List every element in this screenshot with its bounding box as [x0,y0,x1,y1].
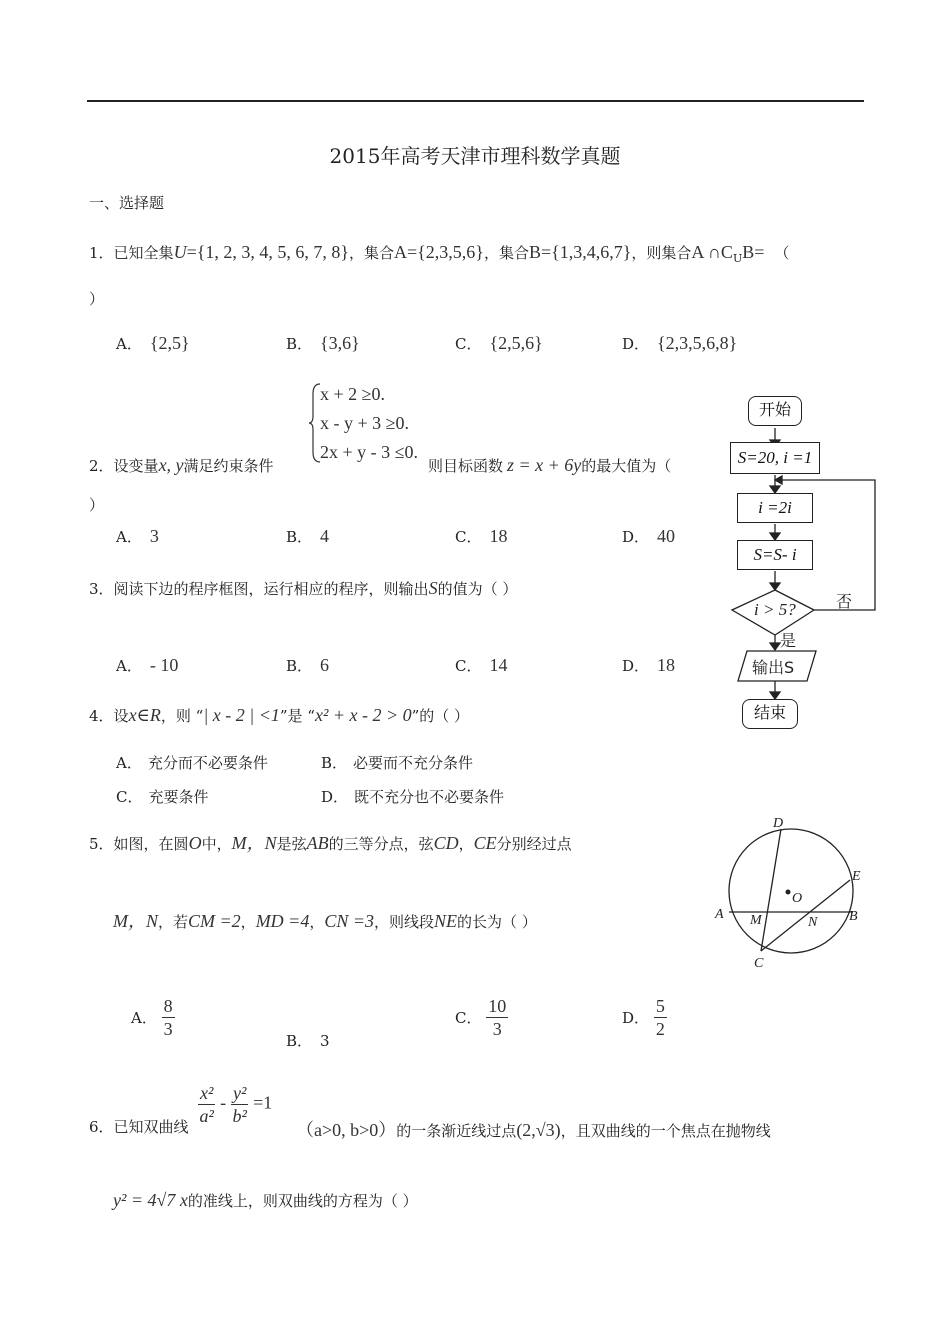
q2-vars: x, y [158,455,184,475]
flowchart-no-label: 否 [836,592,853,611]
label-m: M [750,913,762,928]
q2-paren-close: ） [89,496,105,514]
q4-option-b: B． 必要而不充分条件 [321,754,474,772]
q1-number: 1． [89,244,114,262]
q6-condition-line: （a>0, b>0）的一条渐近线过点(2,√3)，且双曲线的一个焦点在抛物线 [296,1120,771,1140]
q1-uset: ={1, 2, 3, 4, 5, 6, 7, 8} [186,242,349,262]
q2-lead-line: 2．设变量x, y满足约束条件 [89,455,274,475]
question-1 [89,242,789,265]
q5-option-a: A． $\frac{8}{3}$ [131,996,173,1039]
q4-option-d: D． 既不充分也不必要条件 [321,788,505,806]
circle-figure [712,812,872,972]
label-a: A [715,907,724,922]
section-heading: 一、选择题 [89,194,165,212]
flowchart-step1: i =2i [737,493,813,523]
q5-option-c: C． $\frac{10}{3}$ [455,996,507,1039]
circle-outline [729,829,853,953]
flowchart-step2: S=S- i [737,540,813,570]
q1-expr: A ∩C [691,242,733,262]
flowchart-output: 输出S [752,658,795,677]
q6-hyperbola-equation: $\frac{\text{x²}}{\text{a²}}$ - $\frac{\text{y²}}{\text{b²}}$ =1 [199,1083,273,1126]
q2-constraint-3: 2x + y - 3 ≤0. [320,442,419,462]
flowchart-condition: i > 5? [754,600,796,619]
q3-s: S [428,578,438,598]
q1-option-c: C． {2,5,6} [455,333,543,353]
q1-mid2: ，集合 [483,244,529,262]
question-5-line2: M，N，若CM =2，MD =4，CN =3，则线段NE的长为（ ） [113,911,537,931]
q1-option-b: B． {3,6} [286,333,360,353]
q1-lead: 已知全集 [113,244,174,262]
q1-paren-close: ） [89,290,105,308]
q1-u: U [173,242,187,262]
q4-cond1: | x - 2 | <1 [203,705,280,725]
q2-objective: z = x + 6y [507,455,582,475]
flowchart-end: 结束 [742,699,798,729]
q4-xr: x∈R [128,705,161,725]
q6-lead: 6．已知双曲线 [89,1118,189,1136]
q1-set-a: A={2,3,5,6} [394,242,484,262]
q4-cond2: x² + x - 2 > 0 [314,705,412,725]
q1-expr2: B= [742,242,765,262]
q6-parabola: y² = 4√7 x [113,1190,188,1210]
chord-cd [761,829,781,951]
question-3: 3．阅读下边的程序框图，运行相应的程序，则输出S的值为（ ） [89,578,518,598]
q3-option-b: B． 6 [286,655,330,675]
q2-option-a: A． 3 [116,526,159,546]
q6-point: (2,√3) [516,1120,561,1140]
q3-option-a: A． - 10 [116,655,179,675]
q2-objective-line: 则目标函数 z = x + 6y的最大值为（ [428,455,672,475]
q2-option-b: B． 4 [286,526,330,546]
q2-option-d: D． 40 [622,526,676,546]
center-point [786,890,791,895]
q1-sub: U [732,252,743,265]
q2-constraint-2: x - y + 3 ≥0. [320,413,410,433]
q3-option-d: D． 18 [622,655,676,675]
q5-option-d: D． $\frac{5}{2}$ [622,996,665,1039]
flowchart-start: 开始 [748,396,802,426]
q3-option-c: C． 14 [455,655,508,675]
label-b: B [849,909,858,924]
label-n: N [808,915,818,930]
flowchart-yes-label: 是 [780,631,797,650]
q1-set-b: B={1,3,4,6,7} [528,242,632,262]
q1-mid1: ，集合 [349,244,395,262]
q2-option-c: C． 18 [455,526,508,546]
q1-option-a: A． {2,5} [116,333,190,353]
q1-paren-open: （ [774,244,790,262]
label-e: E [852,869,861,884]
q6-condition: （a>0, b>0） [296,1120,397,1140]
label-o: O [792,891,803,906]
q1-option-d: D． {2,3,5,6,8} [622,333,738,353]
label-d: D [773,816,784,831]
q4-option-c: C． 充要条件 [116,788,209,806]
label-c: C [754,956,764,971]
header-rule [87,100,864,102]
flowchart-init: S=20, i =1 [730,442,820,474]
q2-constraint-1: x + 2 ≥0. [320,384,386,404]
q5-option-b: B． 3 [286,1032,330,1050]
chord-ce [761,880,850,951]
q1-mid3: ，则集合 [631,244,692,262]
page-title: 2015年高考天津市理科数学真题 [329,144,621,168]
q6-line2: y² = 4√7 x的准线上，则双曲线的方程为（ ） [113,1190,418,1210]
q4-option-a: A． 充分而不必要条件 [116,754,268,772]
question-5-line1: 5．如图，在圆O中，M，N是弦AB的三等分点，弦CD，CE分别经过点 [89,833,572,853]
question-4: 4．设x∈R，则 “| x - 2 | <1”是 “x² + x - 2 > 0”的（ ） [89,705,470,725]
